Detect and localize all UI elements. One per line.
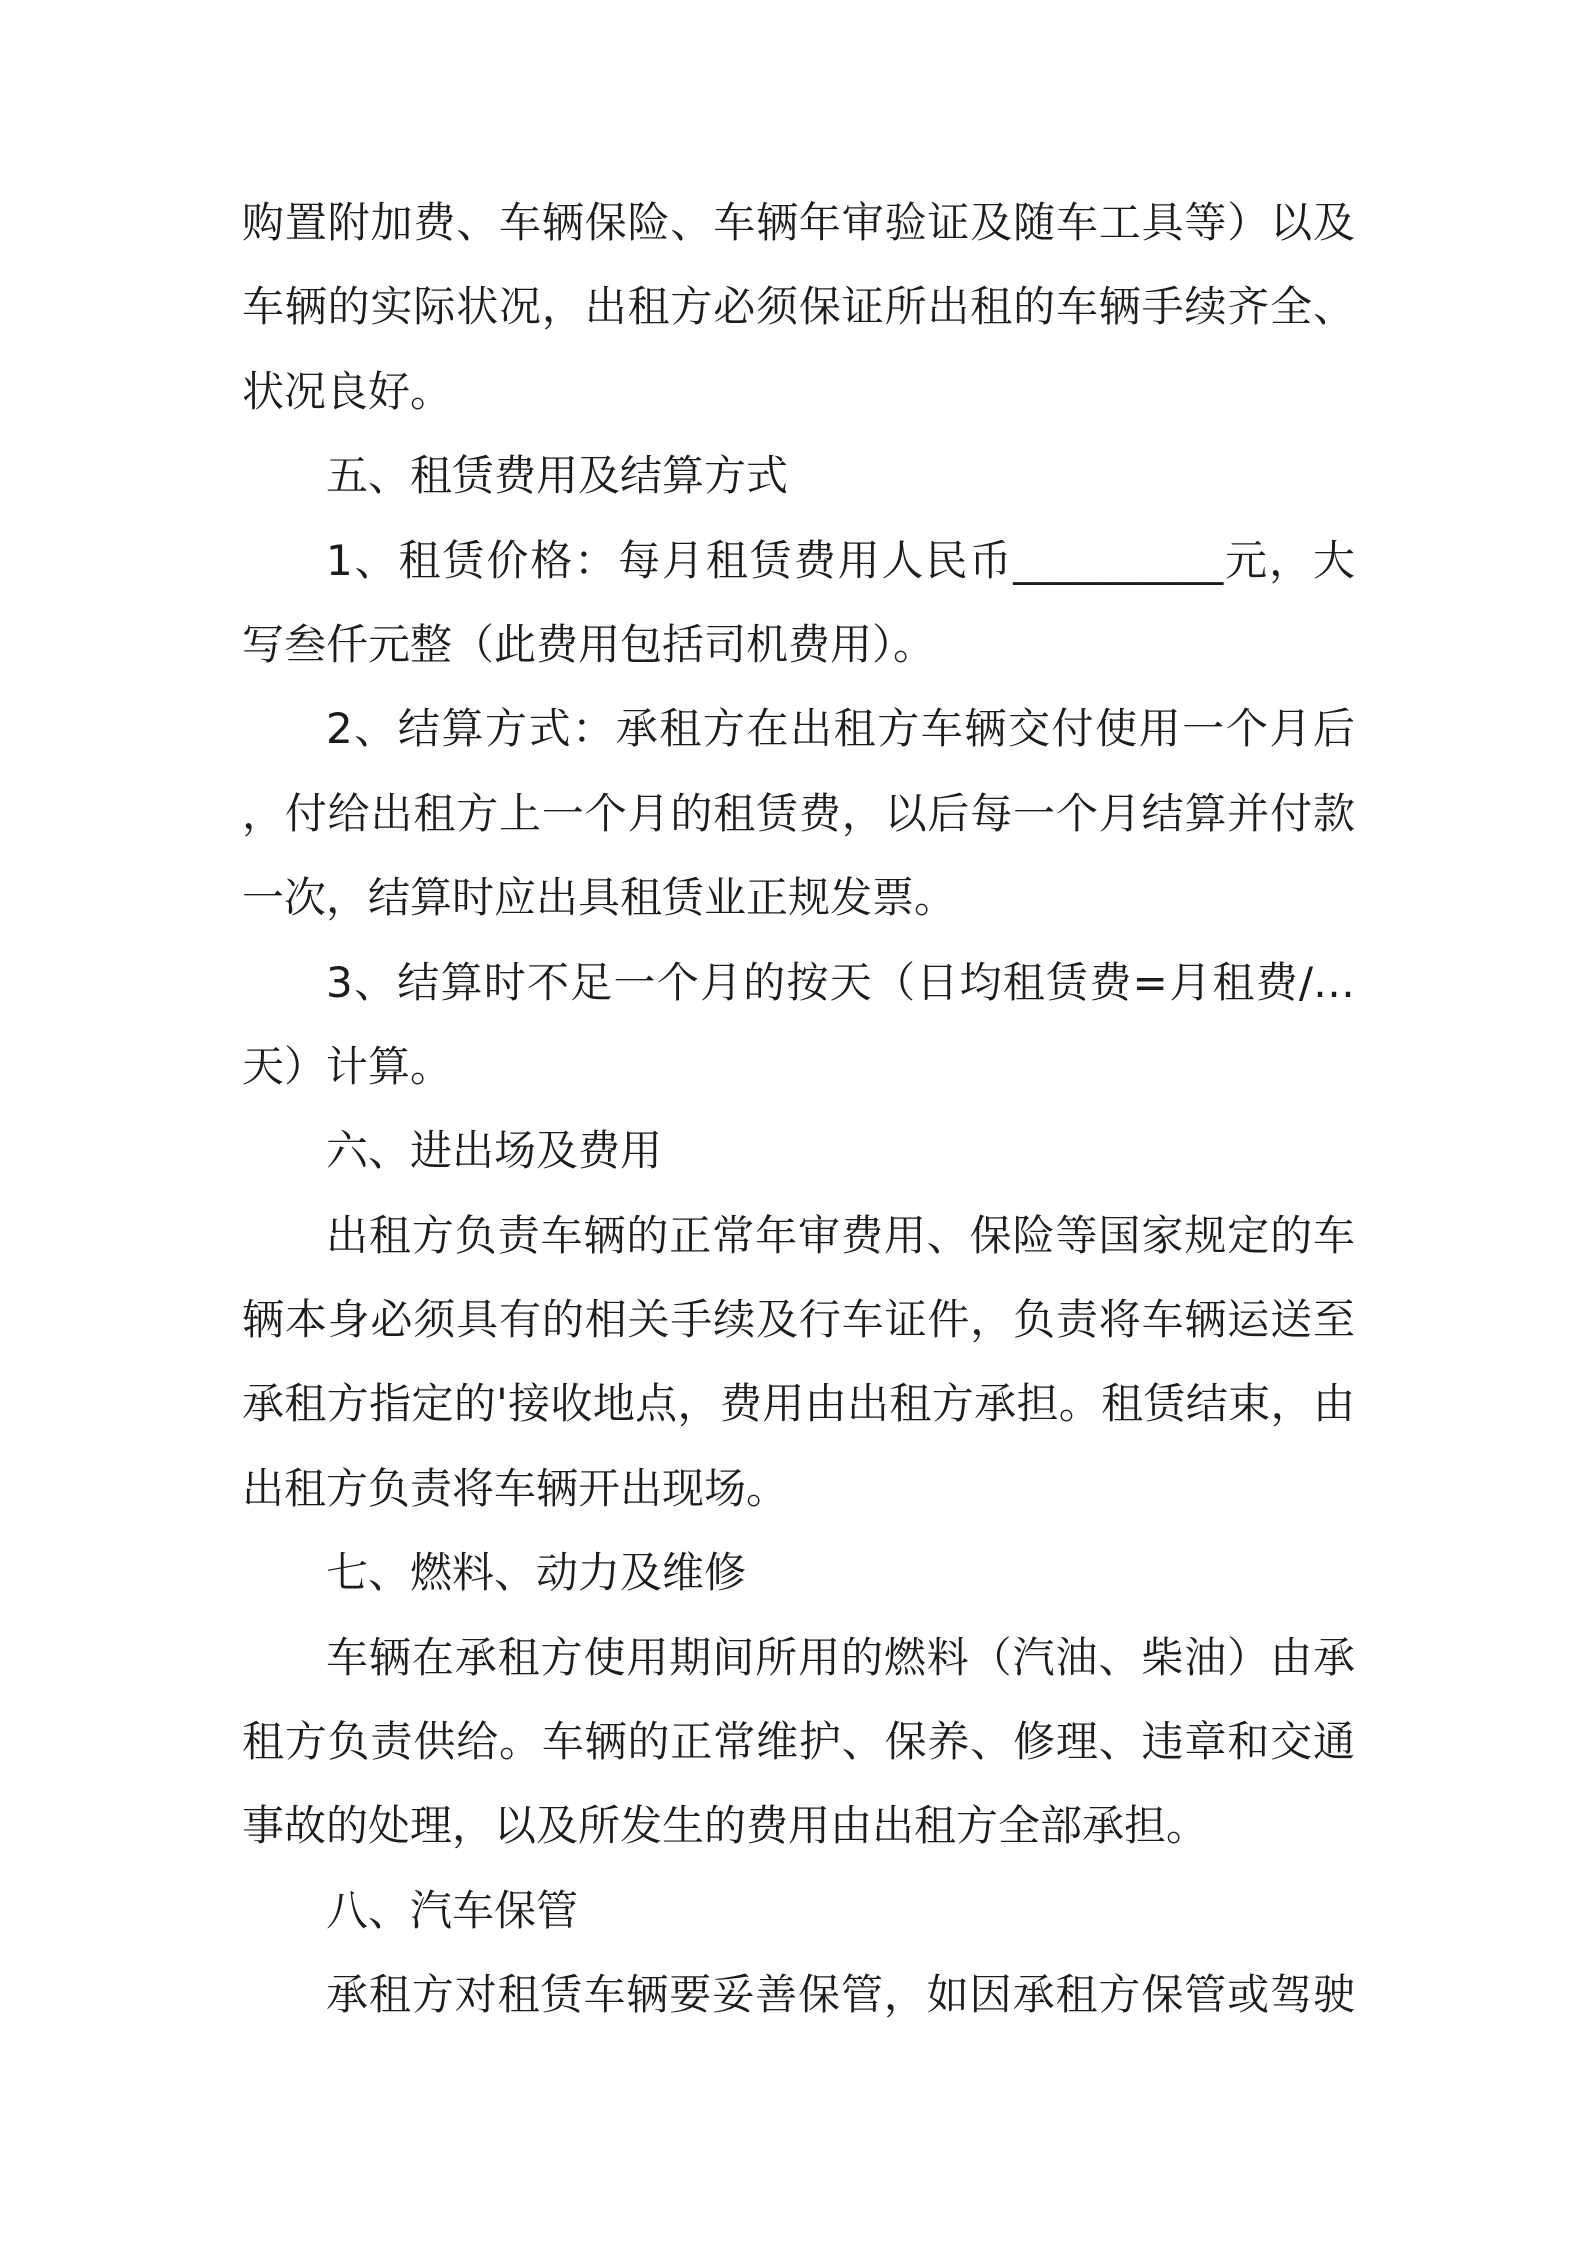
text-line: 六、进出场及费用 [326, 1126, 663, 1176]
body-paragraph [242, 1194, 1355, 1532]
text-line: 辆本身必须具有的相关手续及行车证件，负责将车辆运送至 [242, 1295, 1355, 1345]
section-heading [242, 434, 1355, 518]
text-line: 出租方负责将车辆开出现场。 [242, 1463, 789, 1513]
text-line: 一次，结算时应出具租赁业正规发票。 [242, 873, 957, 923]
body-paragraph [242, 687, 1355, 940]
section-heading [242, 1869, 1355, 1953]
text-line: 承租方指定的'接收地点，费用由出租方承担。租赁结束，由 [242, 1379, 1355, 1429]
text-line: 八、汽车保管 [326, 1885, 579, 1935]
text-line: 购置附加费、车辆保险、车辆年审验证及随车工具等）以及 [242, 198, 1355, 247]
text-line: 出租方负责车辆的正常年审费用、保险等国家规定的车 [326, 1210, 1355, 1260]
document-body [242, 181, 1355, 2038]
text-line: 3、结算时不足一个月的按天（日均租赁费=月租费/… [326, 957, 1355, 1007]
section-heading [242, 1531, 1355, 1615]
body-paragraph [242, 1953, 1355, 2037]
text-line: ，付给出租方上一个月的租赁费，以后每一个月结算并付款 [242, 788, 1355, 838]
body-paragraph [242, 519, 1355, 688]
body-paragraph [242, 1616, 1355, 1869]
text-line: 五、租赁费用及结算方式 [326, 451, 789, 501]
section-heading [242, 1109, 1355, 1193]
text-line: 1、租赁价格：每月租赁费用人民币__________元，大 [326, 535, 1355, 585]
text-line: 车辆的实际状况，出租方必须保证所出租的车辆手续齐全、 [242, 282, 1355, 332]
text-line: 车辆在承租方使用期间所用的燃料（汽油、柴油）由承 [326, 1632, 1355, 1682]
text-line: 2、结算方式：承租方在出租方车辆交付使用一个月后 [326, 704, 1355, 754]
text-line: 租方负责供给。车辆的正常维护、保养、修理、违章和交通 [242, 1717, 1355, 1767]
text-line: 承租方对租赁车辆要妥善保管，如因承租方保管或驾驶 [326, 1970, 1355, 2020]
text-line: 事故的处理，以及所发生的费用由出租方全部承担。 [242, 1801, 1209, 1851]
text-line: 写叁仟元整（此费用包括司机费用）。 [242, 619, 936, 669]
text-line: 七、燃料、动力及维修 [326, 1548, 747, 1598]
text-line: 天）计算。 [242, 1041, 453, 1091]
body-paragraph [242, 941, 1355, 1110]
body-paragraph [242, 181, 1355, 434]
text-line: 状况良好。 [242, 366, 453, 416]
